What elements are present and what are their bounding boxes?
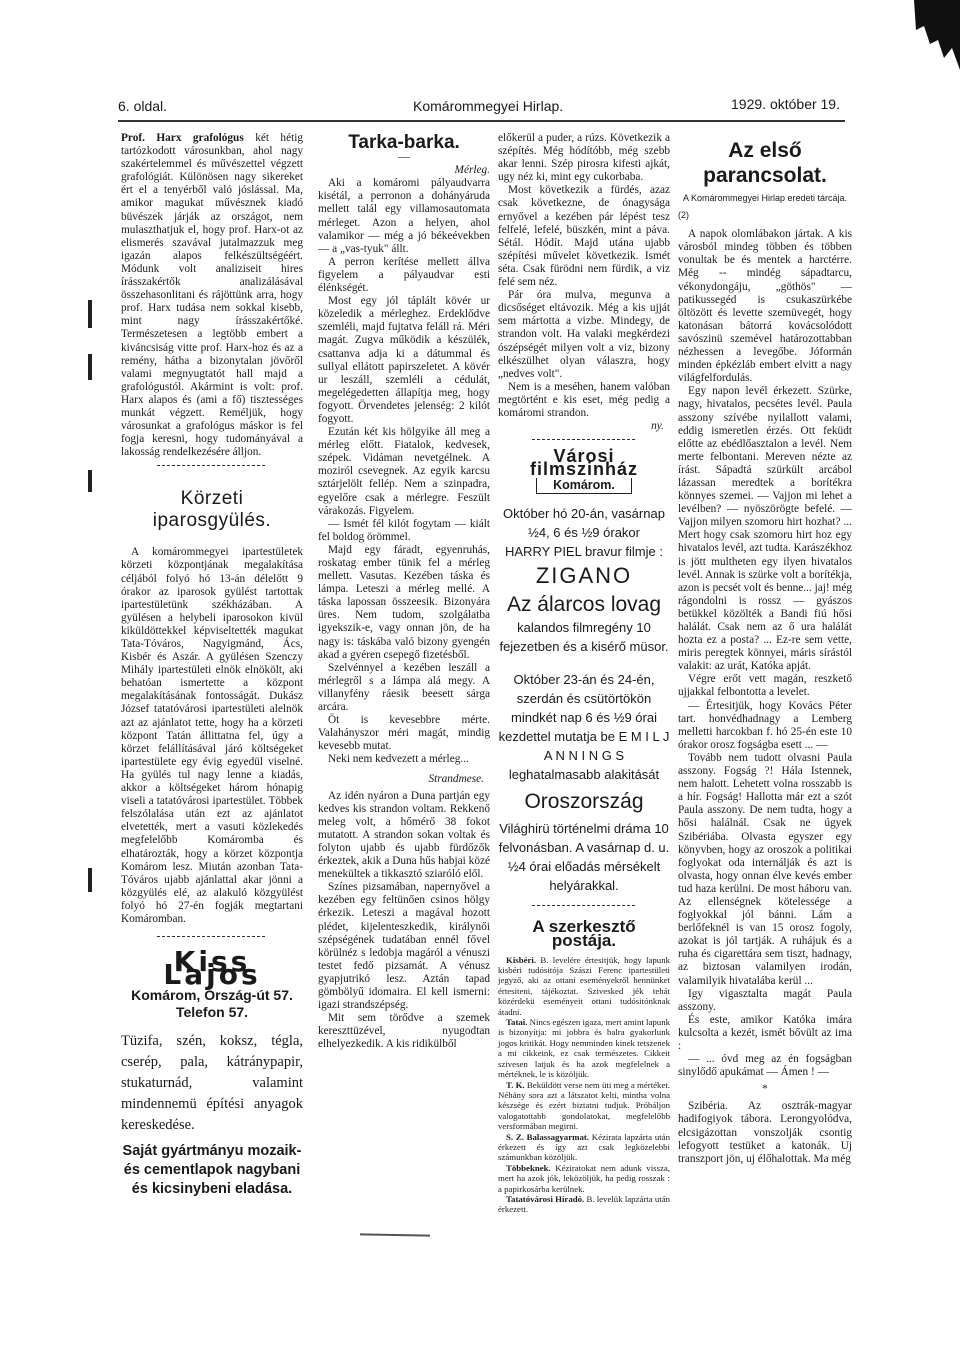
story-text: — ... óvd meg az én fogságban sinylődő apukámat — Ámen ! — bbox=[678, 1053, 852, 1079]
article-text: Most egy jól táplált kövér ur közeledik a mérleghez. Erdeklődve szemléli, majd fujtatva feláll rá. Méri magát. Zugva működik a készülék, csattanva adja ki a dátummal és sullyal ellátott papirszeletet. A kövér ur leszáll, szemléli a cédulát, megelégedetten állapítja meg, hogy fogyott. Örvendetes jelenség: 2 kilót fogyott. bbox=[318, 295, 490, 425]
story-text: Egy napon levél érkezett. Szürke, nagy, hivatalos, pecsétes levél. Paula asszony szívébe nyilallott valami, eddig ismeretlen érzés. Ott feküdt előtte az ebédlőasztalon a levél. Nem merte felbontani. Mereven nézte az írást. Sápadtá szürkült arcábol lázassan meredtek a borítékra könnyes szemei. — Vajjon mi lehet a levélben? — nyöszörögte befelé. — Vajjon milyen szomoru hirt hozhat? ... Mert hogy csak szomoru hirt hoz egy hivatalos levél, azt tudta. Karászékhoz is jött multheten egy ilyen hivatalos levél. Annak is szürke volt a borítékja, azon is pecsét volt és benne... jaj! még rágondolni is rossz — gyászos betükkel közölték a Bandi fiú hősi halálát. Csak nem az ő ura halálát hozta ez a posta? ... Ez-re sem vette, miris peregtek könnyei, máris sírástól valakit: az urát, Katóka apját. bbox=[678, 385, 852, 673]
story-text: Tovább nem tudott olvasni Paula asszony. Fogság ?! Hála Istennek, nem halott. Lehetett volna rosszabb is a hír. Fogság! Hallotta már ezt a szót Paula asszony. De nem tudta, hogy a hősi halálnál. Csak ne úgyek Szibériába. Olvasta egyszer egy könyvben, hogy az oroszok a politikai foglyokat oda internálják és azt is olvasta, hogy onnan élve kevés ember tud haza kerülni. De most háboru van. Az ellenségnek kötelessége a foglyokkal jól bánni. Lám a berlőfeknél is van 15 orosz fogoly, azokat is jól tartják. A ruhájuk és a ruha és cigarettára sem tiszt, hadnagy, az biztosan valamilyen irodán, valamilyik hivatalába kerül ... bbox=[678, 751, 852, 987]
newspaper-title: Komárommegyei Hirlap. bbox=[413, 98, 564, 114]
article-text: Neki nem kedvezett a mérleg... bbox=[328, 753, 469, 766]
article-text: — Ismét fél kilót fogytam — kiált fel boldog örömmel. bbox=[318, 517, 490, 543]
page-number: 6. oldal. bbox=[118, 98, 168, 114]
divider bbox=[157, 465, 266, 466]
author-signature: ny. bbox=[651, 420, 664, 433]
reply-text: B. levelük lapzárta után érkezett. bbox=[498, 1193, 671, 1215]
story-text: És este, amikor Katóka imára kulcsolta a kezét, ismét bővült az ima : bbox=[678, 1013, 852, 1052]
divider bbox=[157, 936, 266, 937]
reply-lead: Kisbéri. bbox=[506, 954, 537, 965]
ad-address: Komárom, Ország-út 57. bbox=[131, 987, 293, 1004]
article-text: Mit sem törődve a szemek kereszttüzével, nyugodtan elhelyezkedik. A kis ridikülből bbox=[318, 1012, 490, 1051]
article-text: Öt is kevesebbre mérte. Valahányszor méri magát, mindig kevesebb mutat. bbox=[318, 714, 490, 753]
binding-mark bbox=[88, 868, 92, 892]
reply-lead: Tatatóvárosi Híradó. bbox=[506, 1193, 585, 1204]
binding-mark bbox=[88, 300, 92, 328]
editor-mailbox bbox=[498, 955, 670, 1215]
article-text: Aki a komáromi pályaudvarra kisétál, a perronon a dohányáruda mellett talál egy villamosautomata mérleget. Azon a helyen, ahol valamikor — még a jó békeévekben — a „vas-tyuk" állt. bbox=[318, 177, 490, 255]
reply-text: Kéziratokat nem adunk vissza, mert ha azok jók, leközöljük, ha pedig rosszak : a papirkosárba kerülnek. bbox=[498, 1162, 670, 1194]
reply-lead: Tatai. bbox=[506, 1017, 528, 1028]
reply-text: Kézirata lapzárta után érkezett és így azt csak legközelebbi számunkban közöljük. bbox=[498, 1131, 670, 1163]
article-text: előkerül a puder, a rúzs. Következik a szépítés. Még hódítóbb, még szebb akar lenni. Szép pirosra kifesti ajkát, ugy néz ki, mint egy cukorbaba. bbox=[498, 132, 670, 184]
program-line: kalandos filmregény 10 fejezetben és a kisérő müsor. bbox=[499, 620, 669, 655]
program-line: Október 23-án és 24-én, szerdán és csütörtökön mindkét nap 6 és ½9 órai kezdettel mutatja be E M I L J A N N I N G S leghatalmasabb alakitását bbox=[498, 672, 670, 783]
cinema-program bbox=[498, 504, 670, 895]
article-text: A komárommegyei ipartestületek körzeti központjának megalakítása céljából folyó hó 13-án délelőtt 9 órakor az iparosok gyülést tartottak ipartestületünk székházában. A gyülésen a helybeli iparosokon kivül kiküldöttekkel képviseltették magukat Tata-Tóváros, Nagyigmánd, Ács, Kisbér és Aszár. A gyülésen Szenczy Mihály ipartestületi elnök elnökölt, aki behatóan ismertette a központ megalakításának fontosságát. Dukász József tatatóvárosi ipartestületi alelnök azt az ajánlatot tette, hogy ha a körzeti központ Tatán állittatna fel, úgy a körzet felállításával járó költségeket ipartestülete egy évig egyedül viselné. Ha gyülés tul nagy lenne a kiadás, akkor a költségeket három hónapig viseli a tatatóvárosi ipartestület. Többek felszólalása után ezt az ajánlatot elvetették, mert a vasuti közlekedés megfelelőbb Komáromba és elhatározták, hogy a körzet központja Komárom lesz. Miután azonban Tata-Tóváros ujabb ajánlattal akar jönni a közgyülés elé, az alakuló közgyülést folyó hó 27-én fogják megtartani Komáromban. bbox=[121, 546, 303, 925]
article-text: Az idén nyáron a Duna partján egy kedves kis strandon voltam. Rekkenő meleg volt, a hőmérő 38 fokot mutatott. A strandon sokan voltak és folyton ujabb és ujabb fürdőzők érkeztek, akik a Duna hűs habjai közé menekültek a tikkasztó sziaróló elől. bbox=[318, 789, 490, 881]
binding-mark bbox=[88, 470, 92, 492]
story-text: Végre erőt vett magán, reszkető ujjakkal felbontotta a levelet. bbox=[678, 673, 852, 699]
program-line: HARRY PIEL bravur filmje : bbox=[505, 544, 663, 560]
scan-artifact bbox=[360, 1233, 430, 1236]
article-text: két hétig tartózkodott városunkban, ahol nagy szakértelemmel és művészettel végzett grafológiát. Különösen nagy sikereket ért el a tenyérből való jóslással. Ma, amikor magukat művésznek kiadó büvészek járják az országot, nem mulaszthatjuk el, hogy prof. Harx-ot az elismerés szavával jutalmazzuk meg igazán alapos felkészültségéért. Módunk volt analiziseit hires írásszakértők analizálásával összehasonlitani és rájöttünk arra, hogy prof. Harx tudása nem sokkal kisebb, mint nagy írásszakértőké. Természetesen a legtöbb embert a kiváncsiság vitte prof. Harx-hoz és az a remény, hátha a bizonytalan jövőről valami megnyugtatót hall majd a grafológustól. Akármint is volt: prof. Harx alapos és (ami a fő) tisztességes munkát végzett. Reméljük, hogy városunkat a grafológus máskor is fel fogja keresni, hogy tudományával a lakosság rendelkezésére álljon. bbox=[121, 132, 304, 459]
ad-footer: Saját gyártmányu mozaik- és cementlapok nagybani és kicsinybeni eladása. bbox=[122, 1143, 302, 1198]
article-text: Majd egy fáradt, egyenruhás, roskatag ember tünik fel a mérleg mellett. Vasutas. Kezében táska és lámpa. Leteszi a mérleg mellé. A táska lapossan összeesik. Bizonyára üres. Nem tudom, szolgálatba igyekszik-e, vagy onnan jön, de ha nagy is: táskába való bizony gyengén akad a gyéren csepegő fizetésből. bbox=[318, 543, 490, 661]
column-3 bbox=[498, 132, 670, 1215]
reply-text: B. levelére értesitjük, hogy lapunk kisbéri tudósitója Szászi Ferenc ipartestületi jegyző, aki az ottani eseményekről hennünket értesiteni, tájékoztat. Szivesked jék tehát közérdekü eseményeit ottani tudósitónknak átadni. bbox=[498, 954, 670, 1017]
article-lead: Prof. Harx grafológus bbox=[121, 132, 244, 144]
film-subtitle: Az álarcos lovag bbox=[506, 593, 662, 617]
article-text: Pár óra mulva, megunva a dicsőséget eltávozik. Még a kis ujját sem mártotta a vizbe. Mindegy, de strandon volt. Ha valaki megkérdezi ószépségét milyen volt a viz, bizony elkészülhet olyan válaszra, hogy „nedves volt". bbox=[498, 289, 670, 380]
article-text: Nem is a meséhen, hanem valóban megtörtént e kis eset, még pedig a komáromi strandon. bbox=[498, 380, 670, 419]
installment-number: (2) bbox=[678, 210, 689, 221]
article-harx bbox=[121, 132, 303, 459]
column-1 bbox=[121, 132, 303, 1199]
reply-lead: S. Z. Balassagyarmat. bbox=[506, 1131, 589, 1142]
program-line: Október hó 20-án, vasárnap bbox=[503, 506, 665, 522]
binding-mark bbox=[88, 354, 92, 380]
article-text: Most következik a fürdés, azaz csak következne, de ónagysága ernyővel a kezében pár lépést tesz felfelé, lefelé, büszkén, mint a páva. Sétál. Hódít. Majd utána ujabb szépítési művelet következik. Ismét séta. Csak fürödni nem fürdik, a viz felé sem néz. bbox=[498, 184, 670, 289]
section-heading: Tarka-barka. bbox=[348, 132, 460, 153]
reply-lead: Többeknek. bbox=[506, 1162, 551, 1173]
film-title: ZIGANO bbox=[535, 563, 633, 589]
dash: — bbox=[398, 151, 410, 164]
ad-title: Kiss Lajos bbox=[163, 945, 261, 992]
story-text: Igy vigasztalta magát Paula asszony. bbox=[678, 987, 852, 1013]
scan-corner-blot bbox=[900, 0, 960, 70]
divider bbox=[532, 439, 635, 440]
ad-phone: Telefon 57. bbox=[175, 1004, 249, 1021]
article-text: Szelvénnyel a kezében leszáll a mérlegről s a lámpa alá megy. A villanyfény ráesik beesett sárga arcára. bbox=[318, 661, 490, 714]
story-text: Szibéria. Az osztrák-magyar hadifogiyok tábora. Lerongyolódva, elcsigázottan vonszolják csontig lefogyott testüket a katonák. Uj transzport jön, uj élőhalottak. Ma még bbox=[678, 1100, 852, 1165]
cinema-location: Komárom. bbox=[536, 478, 632, 494]
page-header bbox=[115, 98, 845, 118]
reply-lead: T. K. bbox=[506, 1079, 525, 1090]
reply-text: Nincs egészen igaza, mert amint lapunk is bizonyítja: mi jobbra és balra gyakorlunk jogos kritikát. Hogy nemminden kinek tetszenek a mi cikkeink, ez csak természetes. Cikkeit szivesen latjuk és ha azok megfelelnek a mértéknek, le is közöljük. bbox=[498, 1017, 670, 1080]
reply-text: Beküldött verse nem üti meg a mértéket. Néhány sora azt a látszatot kelti, mintha volna készsége és ezért biztatni tudjuk. Próbáljon valogatottabb gondolatokat, megfelelőbb versformában megirni. bbox=[498, 1079, 670, 1132]
divider bbox=[532, 905, 635, 906]
subsection-title: Strandmese. bbox=[428, 772, 484, 785]
program-line: ½4, 6 és ½9 órakor bbox=[527, 525, 640, 541]
story-text: A napok olomlábakon jártak. A kis városból mindeg többen és többen vonultak be és mentek a harctérre. Még -- mindég sápadtarcu, vékonydongáju, „göthös" — patikussegéd is csukaszürkébe öltözött és levette szemüvegét, hogy katonásan bátorrá kovácsolódott savószinü szemével határozottabban nézhessen a levegőbe. Jóformán minden épkézláb embert elvitt a nagy világfelfordulás. bbox=[678, 228, 852, 385]
article-heading: Körzeti iparosgyülés. bbox=[152, 488, 272, 532]
film-title: Oroszország bbox=[524, 790, 644, 814]
program-line: Világhirü történelmi dráma 10 felvonásban. A vasárnap d. u. ½4 órai előadás mérsékelt helyárakkal. bbox=[498, 821, 670, 894]
cinema-heading: Városi filmszinház bbox=[529, 446, 638, 480]
story-text: — Értesitjük, hogy Kovács Péter tart. honvédhadnagy a Lemberg melletti harcokban f. hó 25-én este 10 órakor orosz fogságba esett ... — bbox=[678, 699, 852, 751]
article-text: A perron kerítése mellett állva figyelem a pályaudvar esti élénkségét. bbox=[318, 255, 490, 295]
story-heading: Az első parancsolat. bbox=[703, 139, 827, 187]
subsection-title: Mérleg. bbox=[454, 164, 490, 177]
story-subtitle: A Komárommegyei Hirlap eredeti tárcája. bbox=[682, 193, 848, 203]
header-rule bbox=[118, 120, 845, 122]
section-separator: * bbox=[762, 1083, 768, 1096]
ad-body: Tüzifa, szén, koksz, tégla, cserép, pala, kátránypapir, stukaturnád, valamint mindennemü építési anyagok kereskedése. bbox=[121, 1033, 303, 1134]
article-text: Színes pizsamában, napernyővel a kezében egy feltünően csinos hölgy érkezik. Leteszi a magával hozott plédet, kijelenteszkedik, királynői szépségének tudatában ennél fővel körülnéz s ledobja magáról a vénuszi testet fedő pizsamát. A vénusz gyapjutrikó lesz. Aztán tapad gömbölyű idomaira. El kell ismerni: igazi strandszépség. bbox=[318, 881, 490, 1012]
section-heading: A szerkesztő postája. bbox=[532, 917, 636, 950]
issue-date: 1929. október 19. bbox=[731, 96, 840, 112]
article-text: Ezután két kis hölgyike áll meg a mérleg előtt. Fiatalok, kedvesek, szépek. Vidáman nevetgélnek. A moziról csevegnek. Az egyik karcsu sztárjelölt fellép. Nem a szinpadra, egyelőre csak a mérlegre. Feszült várakozás. Figyelem. bbox=[318, 426, 490, 517]
column-2 bbox=[318, 132, 490, 1051]
column-4 bbox=[678, 132, 852, 1166]
